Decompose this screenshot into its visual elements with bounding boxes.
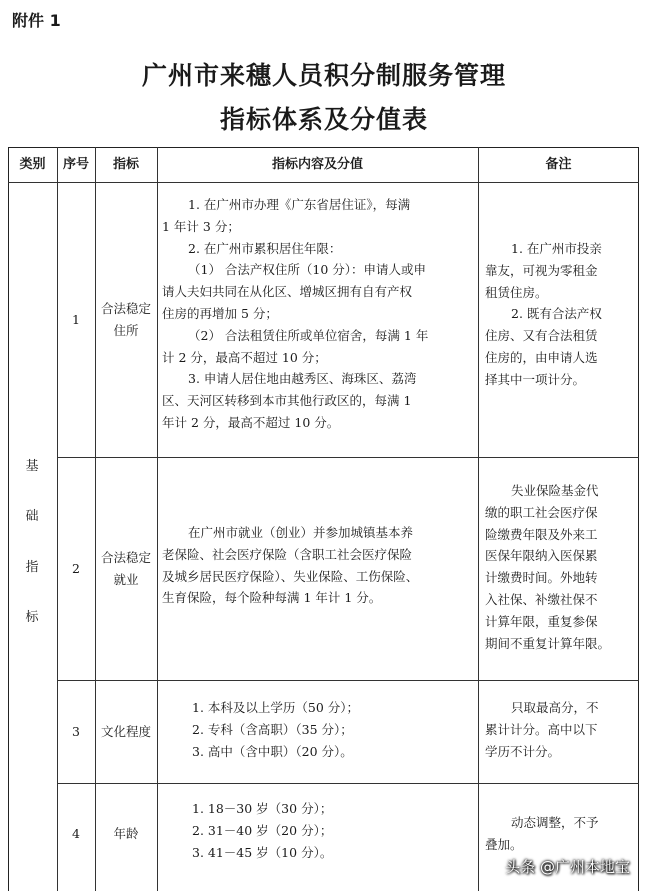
attachment-label: 附件 1 [12, 11, 61, 30]
category-char: 指 [25, 559, 39, 575]
header-category: 类别 [19, 157, 46, 172]
row-3-content: 1. 本科及以上学历（50 分）； 2. 专科（含高职）（35 分）； 3. 高中（含中职）（20 分）。 [192, 700, 360, 759]
row-2-content: 在广州市就业（创业）并参加城镇基本养 老保险、社会医疗保险（含职工社会医疗保险 及城乡居民医疗保险）、失业保险、工伤保险、 生育保险，每个险种每满 1 年计 1 分。 [162, 525, 419, 606]
row-1-remarks: 1. 在广州市投亲 靠友，可视为零租金 租赁住房。 2. 既有合法产权 住房、又有合法租赁 住房的，由申请人选 择其中一项计分。 [485, 241, 602, 387]
source-watermark: 头条 @广州本地宝 [505, 858, 630, 876]
category-basic-indicators [9, 455, 55, 625]
document-title-line1: 广州市来穗人员积分制服务管理 [141, 61, 506, 90]
row-2-indicator: 合法稳定 就业 [100, 550, 151, 587]
col-divider-3 [157, 147, 158, 891]
header-indicator: 指标 [112, 157, 139, 172]
row-3-remarks: 只取最高分，不 累计计分。高中以下 学历不计分。 [485, 700, 599, 759]
row-4-content: 1. 18－30 岁（30 分）； 2. 31－40 岁（20 分）； 3. 41－45 岁（10 分）。 [192, 801, 333, 860]
row-1-number: 1 [72, 312, 80, 328]
row-3-number: 3 [72, 724, 80, 740]
row-4-number: 4 [72, 826, 80, 842]
category-char: 基 [25, 459, 39, 474]
col-divider-4 [478, 147, 479, 891]
row-1-indicator: 合法稳定 住所 [100, 301, 151, 338]
category-char: 标 [25, 609, 39, 625]
document-title-line2: 指标体系及分值表 [219, 105, 428, 134]
header-remarks: 备注 [545, 157, 572, 172]
row-3-indicator: 文化程度 [100, 724, 151, 740]
row-2-remarks: 失业保险基金代 缴的职工社会医疗保 险缴费年限及外来工 医保年限纳入医保累 计缴费时间。外地转 入社保、补缴社保不 计算年限，重复参保 期间不重复计算年限。 [485, 483, 611, 651]
row-1-content: 1. 在广州市办理《广东省居住证》，每满 1 年计 3 分； 2. 在广州市累积居住年限： （1） 合法产权住所（10 分）：申请人或申 请人夫妇共同在从化区、增城区拥有自有产权 住房的再增加 5 分； （2） 合法租赁住所或单位宿舍，每满 1 年 计 2 分，最高不超过 10 分； 3. 申请人居住地由越秀区、海珠区、荔湾 区、天河区转移到本市其他行政区的，每满 1 年计 2 分，最高不超过 10 分。 [162, 197, 429, 430]
header-number: 序号 [62, 157, 89, 172]
category-char: 础 [25, 509, 39, 525]
row-4-indicator: 年龄 [113, 826, 139, 842]
row-2-number: 2 [72, 561, 80, 577]
row-4-remarks: 动态调整，不予 叠加。 [485, 815, 599, 852]
header-content: 指标内容及分值 [271, 157, 363, 172]
